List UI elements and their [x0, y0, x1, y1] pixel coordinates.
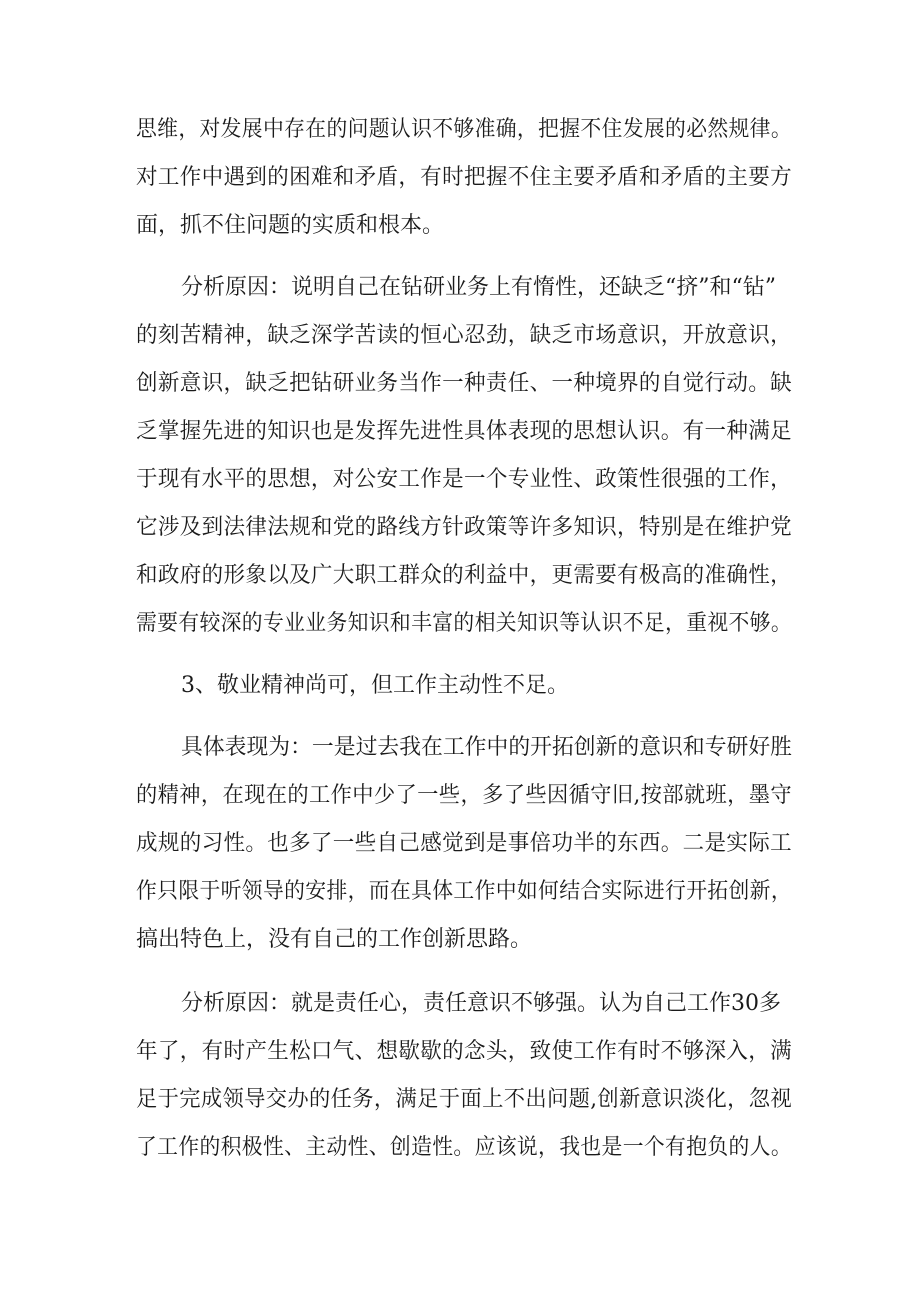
- text-line-content: 的精神，在现在的工作中少了一些，多了些因循守旧,按部就班，墨守: [136, 783, 792, 808]
- text-line-content: 思维，对发展中存在的问题认识不够准确，把握不住发展的必然规律。: [136, 117, 792, 142]
- text-line: [0, 409, 920, 455]
- text-line-content: 对工作中遇到的困难和矛盾，有时把握不住主要矛盾和矛盾的主要方: [136, 165, 792, 190]
- text-line: [0, 1125, 920, 1171]
- text-line-content: 作只限于听领导的安排，而在具体工作中如何结合实际进行开拓创新，: [136, 879, 792, 904]
- text-line-content: 于现有水平的思想，对公安工作是一个专业性、政策性很强的工作，: [136, 467, 792, 492]
- text-line: [0, 553, 920, 599]
- text-line: [0, 313, 920, 359]
- text-line: [0, 1029, 920, 1075]
- text-line-content: 成规的习性。也多了一些自己感觉到是事倍功半的东西。二是实际工: [136, 831, 792, 856]
- text-line: [0, 457, 920, 503]
- text-line: [0, 505, 920, 551]
- section-heading: 3、敬业精神尚可，但工作主动性不足。: [181, 673, 569, 698]
- text-line: [0, 725, 920, 771]
- text-line-content: 乏掌握先进的知识也是发挥先进性具体表现的思想认识。有一种满足: [136, 419, 792, 444]
- text-line-content: 面，抓不住问题的实质和根本。: [136, 213, 445, 238]
- text-line-content: 分析原因：说明自己在钻研业务上有惰性，还缺乏“挤”和“钻”: [181, 275, 776, 300]
- text-line: [0, 981, 920, 1027]
- text-line-content: 和政府的形象以及广大职工群众的利益中，更需要有极高的准确性，: [136, 563, 792, 588]
- text-line: [0, 203, 920, 249]
- text-line-content: 足于完成领导交办的任务，满足于面上不出问题,创新意识淡化，忽视: [136, 1087, 792, 1112]
- text-line: [0, 821, 920, 867]
- text-line-content: 了工作的积极性、主动性、创造性。应该说，我也是一个有抱负的人。: [136, 1135, 792, 1160]
- text-line: [0, 265, 920, 311]
- text-line-content: 它涉及到法律法规和党的路线方针政策等许多知识，特别是在维护党: [136, 515, 792, 540]
- text-line-content: 创新意识，缺乏把钻研业务当作一种责任、一种境界的自觉行动。缺: [136, 371, 792, 396]
- text-line: [0, 869, 920, 915]
- text-line: [0, 663, 920, 709]
- text-line-content: 的刻苦精神，缺乏深学苦读的恒心忍劲，缺乏市场意识，开放意识，: [136, 323, 792, 348]
- text-line-content: 需要有较深的专业业务知识和丰富的相关知识等认识不足，重视不够。: [136, 611, 792, 636]
- text-line-content: 分析原因：就是责任心，责任意识不够强。认为自己工作30多: [181, 991, 781, 1016]
- text-line: [0, 107, 920, 153]
- text-line: [0, 773, 920, 819]
- text-line-content: 具体表现为：一是过去我在工作中的开拓创新的意识和专研好胜: [181, 735, 792, 760]
- text-line: [0, 601, 920, 647]
- text-line-content: 搞出特色上，没有自己的工作创新思路。: [136, 927, 533, 952]
- text-line: [0, 917, 920, 963]
- text-line: [0, 1077, 920, 1123]
- text-line-content: 年了，有时产生松口气、想歇歇的念头，致使工作有时不够深入，满: [136, 1039, 792, 1064]
- text-line: [0, 361, 920, 407]
- text-line: [0, 155, 920, 201]
